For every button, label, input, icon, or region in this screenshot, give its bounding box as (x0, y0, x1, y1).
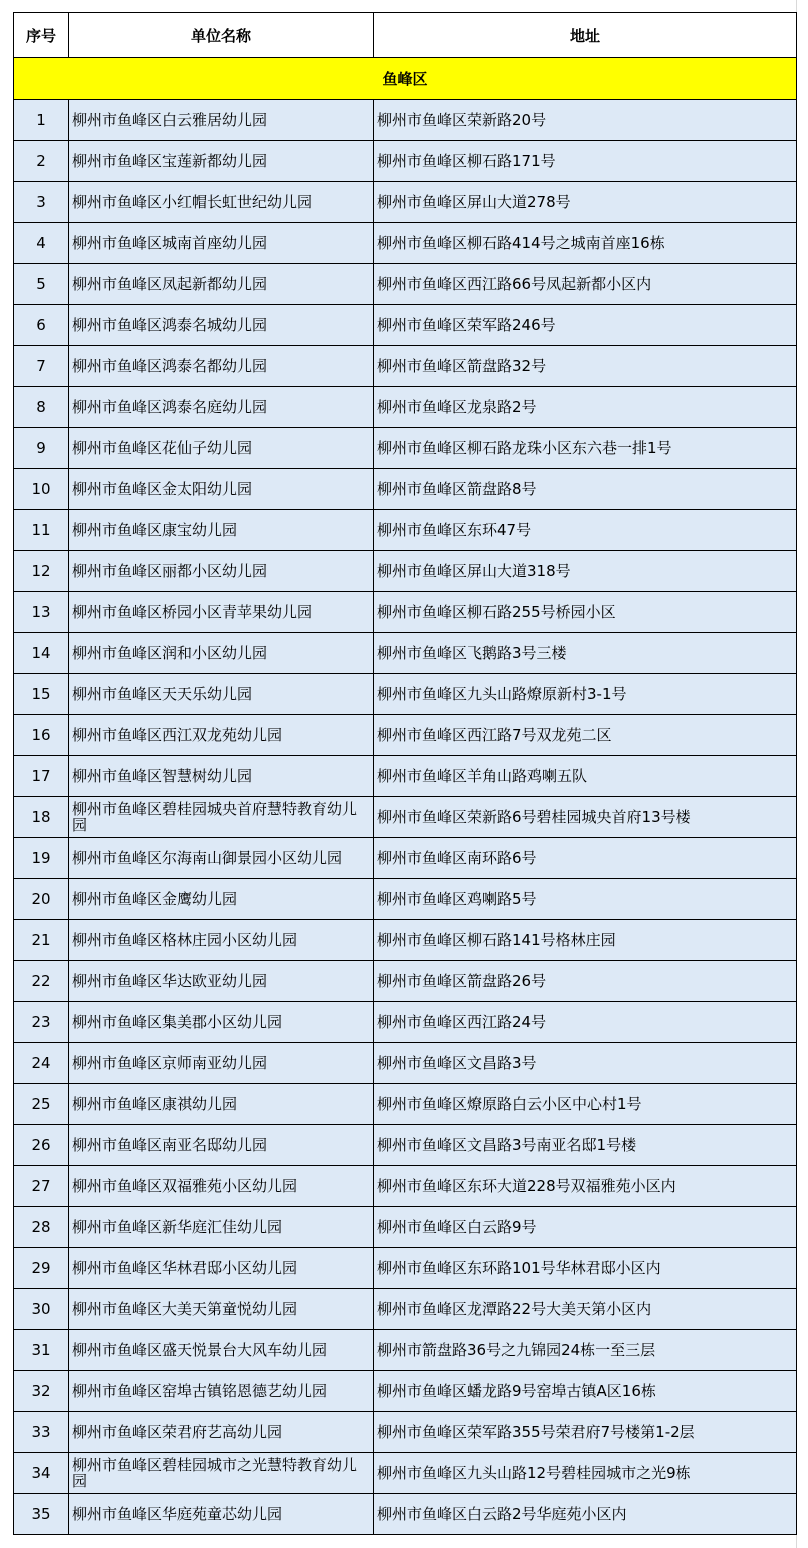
row-address-cell[interactable]: 柳州市鱼峰区柳石路171号 (374, 141, 797, 182)
row-index-cell[interactable]: 33 (14, 1412, 69, 1453)
row-address-cell[interactable]: 柳州市鱼峰区荣新路6号碧桂园城央首府13号楼 (374, 797, 797, 838)
row-address-cell[interactable]: 柳州市鱼峰区白云路2号华庭苑小区内 (374, 1494, 797, 1535)
table-row (14, 1207, 797, 1248)
row-name-cell[interactable]: 柳州市鱼峰区城南首座幼儿园 (69, 223, 374, 264)
row-name-cell[interactable]: 柳州市鱼峰区润和小区幼儿园 (69, 633, 374, 674)
row-index-cell[interactable]: 6 (14, 305, 69, 346)
row-address-cell[interactable]: 柳州市鱼峰区西江路24号 (374, 1002, 797, 1043)
table-row (14, 1084, 797, 1125)
region-cell[interactable]: 鱼峰区 (14, 58, 797, 100)
row-name-cell[interactable]: 柳州市鱼峰区盛天悦景台大风车幼儿园 (69, 1330, 374, 1371)
table-row (14, 797, 797, 838)
row-index-cell[interactable]: 18 (14, 797, 69, 838)
row-index-cell[interactable]: 10 (14, 469, 69, 510)
row-name-cell[interactable]: 柳州市鱼峰区荣君府艺高幼儿园 (69, 1412, 374, 1453)
table-row (14, 1494, 797, 1535)
row-index-cell[interactable]: 8 (14, 387, 69, 428)
row-name-cell[interactable]: 柳州市鱼峰区宝莲新都幼儿园 (69, 141, 374, 182)
table-row (14, 1248, 797, 1289)
row-address-cell[interactable]: 柳州市鱼峰区柳石路龙珠小区东六巷一排1号 (374, 428, 797, 469)
row-address-cell[interactable]: 柳州市鱼峰区荣军路355号荣君府7号楼第1-2层 (374, 1412, 797, 1453)
row-name-cell[interactable]: 柳州市鱼峰区南亚名邸幼儿园 (69, 1125, 374, 1166)
kindergarten-table (13, 12, 797, 1535)
row-address-cell[interactable]: 柳州市鱼峰区文昌路3号南亚名邸1号楼 (374, 1125, 797, 1166)
table-row (14, 305, 797, 346)
row-address-cell[interactable]: 柳州市鱼峰区龙潭路22号大美天第小区内 (374, 1289, 797, 1330)
row-index-cell[interactable]: 12 (14, 551, 69, 592)
row-name-cell[interactable]: 柳州市鱼峰区新华庭汇佳幼儿园 (69, 1207, 374, 1248)
row-address-cell[interactable]: 柳州市鱼峰区文昌路3号 (374, 1043, 797, 1084)
row-index-cell[interactable]: 25 (14, 1084, 69, 1125)
table-row (14, 387, 797, 428)
row-name-cell[interactable]: 柳州市鱼峰区大美天第童悦幼儿园 (69, 1289, 374, 1330)
row-address-cell[interactable]: 柳州市鱼峰区白云路9号 (374, 1207, 797, 1248)
row-index-cell[interactable]: 15 (14, 674, 69, 715)
row-address-cell[interactable]: 柳州市鱼峰区箭盘路8号 (374, 469, 797, 510)
row-name-cell[interactable]: 柳州市鱼峰区碧桂园城央首府慧特教育幼儿园 (69, 797, 374, 838)
row-index-cell[interactable]: 20 (14, 879, 69, 920)
row-name-cell[interactable]: 柳州市鱼峰区双福雅苑小区幼儿园 (69, 1166, 374, 1207)
row-name-cell[interactable]: 柳州市鱼峰区格林庄园小区幼儿园 (69, 920, 374, 961)
row-name-cell[interactable]: 柳州市鱼峰区白云雅居幼儿园 (69, 100, 374, 141)
header-address[interactable]: 地址 (374, 13, 797, 58)
table-row (14, 1453, 797, 1494)
table-row (14, 633, 797, 674)
row-name-cell[interactable]: 柳州市鱼峰区小红帽长虹世纪幼儿园 (69, 182, 374, 223)
row-index-cell[interactable]: 19 (14, 838, 69, 879)
row-address-cell[interactable]: 柳州市鱼峰区西江路66号凤起新都小区内 (374, 264, 797, 305)
row-name-cell[interactable]: 柳州市鱼峰区碧桂园城市之光慧特教育幼儿园 (69, 1453, 374, 1494)
row-address-cell[interactable]: 柳州市鱼峰区飞鹅路3号三楼 (374, 633, 797, 674)
row-name-cell[interactable]: 柳州市鱼峰区丽都小区幼儿园 (69, 551, 374, 592)
row-name-cell[interactable]: 柳州市鱼峰区华林君邸小区幼儿园 (69, 1248, 374, 1289)
row-address-cell[interactable]: 柳州市鱼峰区蟠龙路9号窑埠古镇A区16栋 (374, 1371, 797, 1412)
table-row (14, 1002, 797, 1043)
table-row (14, 961, 797, 1002)
row-index-cell[interactable]: 13 (14, 592, 69, 633)
row-address-cell[interactable]: 柳州市箭盘路36号之九锦园24栋一至三层 (374, 1330, 797, 1371)
row-address-cell[interactable]: 柳州市鱼峰区荣军路246号 (374, 305, 797, 346)
row-index-cell[interactable]: 16 (14, 715, 69, 756)
row-index-cell[interactable]: 5 (14, 264, 69, 305)
row-address-cell[interactable]: 柳州市鱼峰区东环47号 (374, 510, 797, 551)
row-name-cell[interactable]: 柳州市鱼峰区凤起新都幼儿园 (69, 264, 374, 305)
row-name-cell[interactable]: 柳州市鱼峰区花仙子幼儿园 (69, 428, 374, 469)
table-row (14, 1289, 797, 1330)
row-address-cell[interactable]: 柳州市鱼峰区南环路6号 (374, 838, 797, 879)
row-index-cell[interactable]: 3 (14, 182, 69, 223)
row-address-cell[interactable]: 柳州市鱼峰区龙泉路2号 (374, 387, 797, 428)
row-index-cell[interactable]: 21 (14, 920, 69, 961)
table-row (14, 1125, 797, 1166)
row-index-cell[interactable]: 7 (14, 346, 69, 387)
table-row (14, 264, 797, 305)
row-index-cell[interactable]: 30 (14, 1289, 69, 1330)
region-row (14, 58, 797, 100)
row-name-cell[interactable]: 柳州市鱼峰区桥园小区青苹果幼儿园 (69, 592, 374, 633)
row-address-cell[interactable]: 柳州市鱼峰区西江路7号双龙苑二区 (374, 715, 797, 756)
header-index[interactable]: 序号 (14, 13, 69, 58)
row-index-cell[interactable]: 23 (14, 1002, 69, 1043)
row-name-cell[interactable]: 柳州市鱼峰区窑埠古镇铭恩德艺幼儿园 (69, 1371, 374, 1412)
table-row (14, 469, 797, 510)
row-index-cell[interactable]: 9 (14, 428, 69, 469)
row-name-cell[interactable]: 柳州市鱼峰区康祺幼儿园 (69, 1084, 374, 1125)
row-name-cell[interactable]: 柳州市鱼峰区西江双龙苑幼儿园 (69, 715, 374, 756)
row-address-cell[interactable]: 柳州市鱼峰区柳石路255号桥园小区 (374, 592, 797, 633)
row-address-cell[interactable]: 柳州市鱼峰区东环大道228号双福雅苑小区内 (374, 1166, 797, 1207)
header-row (14, 13, 797, 58)
row-address-cell[interactable]: 柳州市鱼峰区箭盘路26号 (374, 961, 797, 1002)
header-name[interactable]: 单位名称 (69, 13, 374, 58)
row-index-cell[interactable]: 14 (14, 633, 69, 674)
row-index-cell[interactable]: 17 (14, 756, 69, 797)
row-address-cell[interactable]: 柳州市鱼峰区柳石路141号格林庄园 (374, 920, 797, 961)
table-row (14, 1043, 797, 1084)
row-index-cell[interactable]: 26 (14, 1125, 69, 1166)
table-row (14, 182, 797, 223)
table-row (14, 592, 797, 633)
table-row (14, 920, 797, 961)
table-row (14, 1166, 797, 1207)
row-index-cell[interactable]: 34 (14, 1453, 69, 1494)
row-name-cell[interactable]: 柳州市鱼峰区京师南亚幼儿园 (69, 1043, 374, 1084)
row-address-cell[interactable]: 柳州市鱼峰区屏山大道318号 (374, 551, 797, 592)
row-address-cell[interactable]: 柳州市鱼峰区九头山路12号碧桂园城市之光9栋 (374, 1453, 797, 1494)
table-row (14, 141, 797, 182)
row-address-cell[interactable]: 柳州市鱼峰区九头山路燎原新村3-1号 (374, 674, 797, 715)
table-row (14, 1371, 797, 1412)
row-name-cell[interactable]: 柳州市鱼峰区金鹰幼儿园 (69, 879, 374, 920)
row-name-cell[interactable]: 柳州市鱼峰区金太阳幼儿园 (69, 469, 374, 510)
row-index-cell[interactable]: 29 (14, 1248, 69, 1289)
row-address-cell[interactable]: 柳州市鱼峰区羊角山路鸡喇五队 (374, 756, 797, 797)
row-address-cell[interactable]: 柳州市鱼峰区荣新路20号 (374, 100, 797, 141)
row-address-cell[interactable]: 柳州市鱼峰区东环路101号华林君邸小区内 (374, 1248, 797, 1289)
table-row (14, 879, 797, 920)
row-name-cell[interactable]: 柳州市鱼峰区智慧树幼儿园 (69, 756, 374, 797)
row-address-cell[interactable]: 柳州市鱼峰区柳石路414号之城南首座16栋 (374, 223, 797, 264)
table-row (14, 715, 797, 756)
table-row (14, 100, 797, 141)
table-row (14, 1330, 797, 1371)
table-row (14, 1412, 797, 1453)
row-address-cell[interactable]: 柳州市鱼峰区鸡喇路5号 (374, 879, 797, 920)
row-index-cell[interactable]: 1 (14, 100, 69, 141)
row-name-cell[interactable]: 柳州市鱼峰区华庭苑童芯幼儿园 (69, 1494, 374, 1535)
row-address-cell[interactable]: 柳州市鱼峰区燎原路白云小区中心村1号 (374, 1084, 797, 1125)
row-name-cell[interactable]: 柳州市鱼峰区鸿泰名庭幼儿园 (69, 387, 374, 428)
row-address-cell[interactable]: 柳州市鱼峰区箭盘路32号 (374, 346, 797, 387)
row-index-cell[interactable]: 24 (14, 1043, 69, 1084)
table-row (14, 756, 797, 797)
row-name-cell[interactable]: 柳州市鱼峰区鸿泰名都幼儿园 (69, 346, 374, 387)
row-name-cell[interactable]: 柳州市鱼峰区集美郡小区幼儿园 (69, 1002, 374, 1043)
row-address-cell[interactable]: 柳州市鱼峰区屏山大道278号 (374, 182, 797, 223)
row-index-cell[interactable]: 31 (14, 1330, 69, 1371)
row-name-cell[interactable]: 柳州市鱼峰区鸿泰名城幼儿园 (69, 305, 374, 346)
row-index-cell[interactable]: 11 (14, 510, 69, 551)
table-row (14, 551, 797, 592)
row-name-cell[interactable]: 柳州市鱼峰区尔海南山御景园小区幼儿园 (69, 838, 374, 879)
row-index-cell[interactable]: 35 (14, 1494, 69, 1535)
row-name-cell[interactable]: 柳州市鱼峰区康宝幼儿园 (69, 510, 374, 551)
row-index-cell[interactable]: 22 (14, 961, 69, 1002)
table-row (14, 510, 797, 551)
row-index-cell[interactable]: 2 (14, 141, 69, 182)
row-index-cell[interactable]: 27 (14, 1166, 69, 1207)
row-name-cell[interactable]: 柳州市鱼峰区天天乐幼儿园 (69, 674, 374, 715)
row-name-cell[interactable]: 柳州市鱼峰区华达欧亚幼儿园 (69, 961, 374, 1002)
table-row (14, 674, 797, 715)
row-index-cell[interactable]: 28 (14, 1207, 69, 1248)
table-row (14, 838, 797, 879)
table-row (14, 428, 797, 469)
table-row (14, 223, 797, 264)
row-index-cell[interactable]: 4 (14, 223, 69, 264)
table-row (14, 346, 797, 387)
row-index-cell[interactable]: 32 (14, 1371, 69, 1412)
